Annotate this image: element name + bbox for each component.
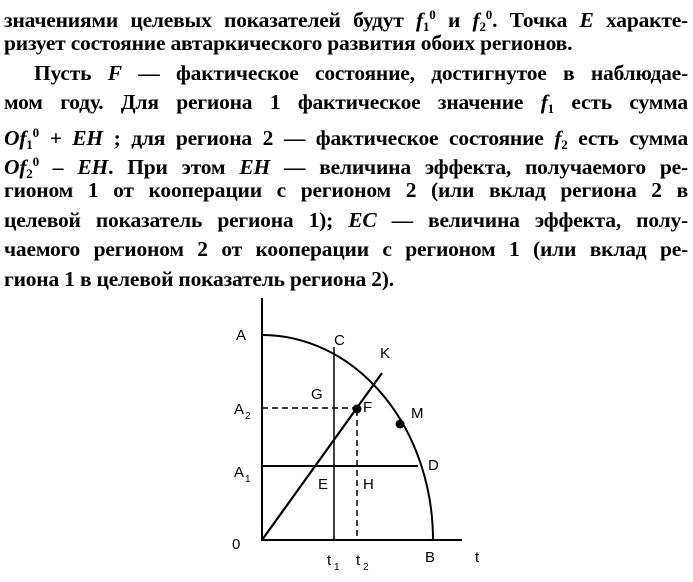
text-span: есть сумма [553,90,688,115]
formula-ec: EC [348,207,377,232]
formula-symbol: + EH [38,125,114,150]
formula-symbol: f [19,125,27,150]
label-t1: t [327,552,332,569]
label-t2: t [356,552,361,569]
label-t1-subscript: 1 [334,562,340,573]
formula-symbol: – EH [38,154,109,179]
label-e: E [318,476,329,493]
formula-point-f: F [107,60,122,85]
text-span: целевой показатель региона 1); [4,207,349,232]
formula-superscript: 0 [32,124,39,140]
label-t-axis: t [475,549,480,566]
point-m [396,420,405,429]
label-a: A [236,327,247,344]
label-a2-subscript: 2 [245,411,251,422]
label-origin: 0 [232,536,241,553]
text-span: мом году. Для региона 1 фактическое значение [4,90,541,115]
formula-subscript: 1 [547,101,554,117]
formula-subscript: 2 [479,19,486,34]
text-span: характе- [593,8,689,32]
label-c: C [334,332,345,349]
label-d: D [428,457,439,474]
formula-superscript: 0 [485,7,493,22]
formula-symbol: f [540,90,548,115]
formula-symbol: f [19,154,27,179]
label-k: K [380,345,391,362]
text-span: гионом 1 от кооперации с регионом 2 (или вклад региона 2 в [4,178,688,203]
label-m: M [411,405,424,422]
formula-eh: EH [239,154,271,179]
formula-subscript: 1 [26,136,33,152]
text-span: — фактическое состояние, достигнутое в наблюдае- [121,60,688,85]
text-span: значениями целевых показателей будут [4,8,416,32]
text-span: чаемого регионом 2 от кооперации с регионом 1 (или вклад ре- [4,237,688,262]
text-span: гиона 1 в целевой показатель региона 2). [4,266,394,291]
formula-symbol: O [4,125,20,150]
formula-superscript: 0 [32,153,39,169]
label-f: F [363,399,373,416]
point-f [353,405,362,414]
label-g: G [311,386,323,403]
formula-symbol: f [472,8,480,32]
text-span: . Точка [492,8,580,32]
formula-subscript: 2 [561,136,568,152]
text-span: Пусть [34,60,108,85]
text-span: — величина эффекта, получаемого ре- [270,154,688,179]
formula-subscript: 1 [422,19,430,34]
label-a1-subscript: 1 [245,474,251,485]
text-span: — величина эффекта, полу- [376,207,688,232]
possibility-frontier-arc [262,335,433,540]
formula-symbol: f [415,8,423,32]
formula-point-e: E [579,8,594,32]
label-b: B [425,549,436,566]
text-span: ризует состояние автаркического развития обоих регионов. [4,31,573,56]
formula-subscript: 2 [26,165,33,181]
label-a2: A [234,401,245,418]
label-t2-subscript: 2 [363,562,369,573]
text-span: ; для региона 2 — фактическое состояние [113,125,555,150]
formula-symbol: f [554,125,562,150]
label-a1: A [234,464,245,481]
formula-superscript: 0 [429,7,436,22]
text-span: и [435,8,473,32]
formula-symbol: O [4,154,20,179]
text-span: есть сумма [567,125,688,150]
text-span: . При этом [108,154,240,179]
label-h: H [363,476,374,493]
